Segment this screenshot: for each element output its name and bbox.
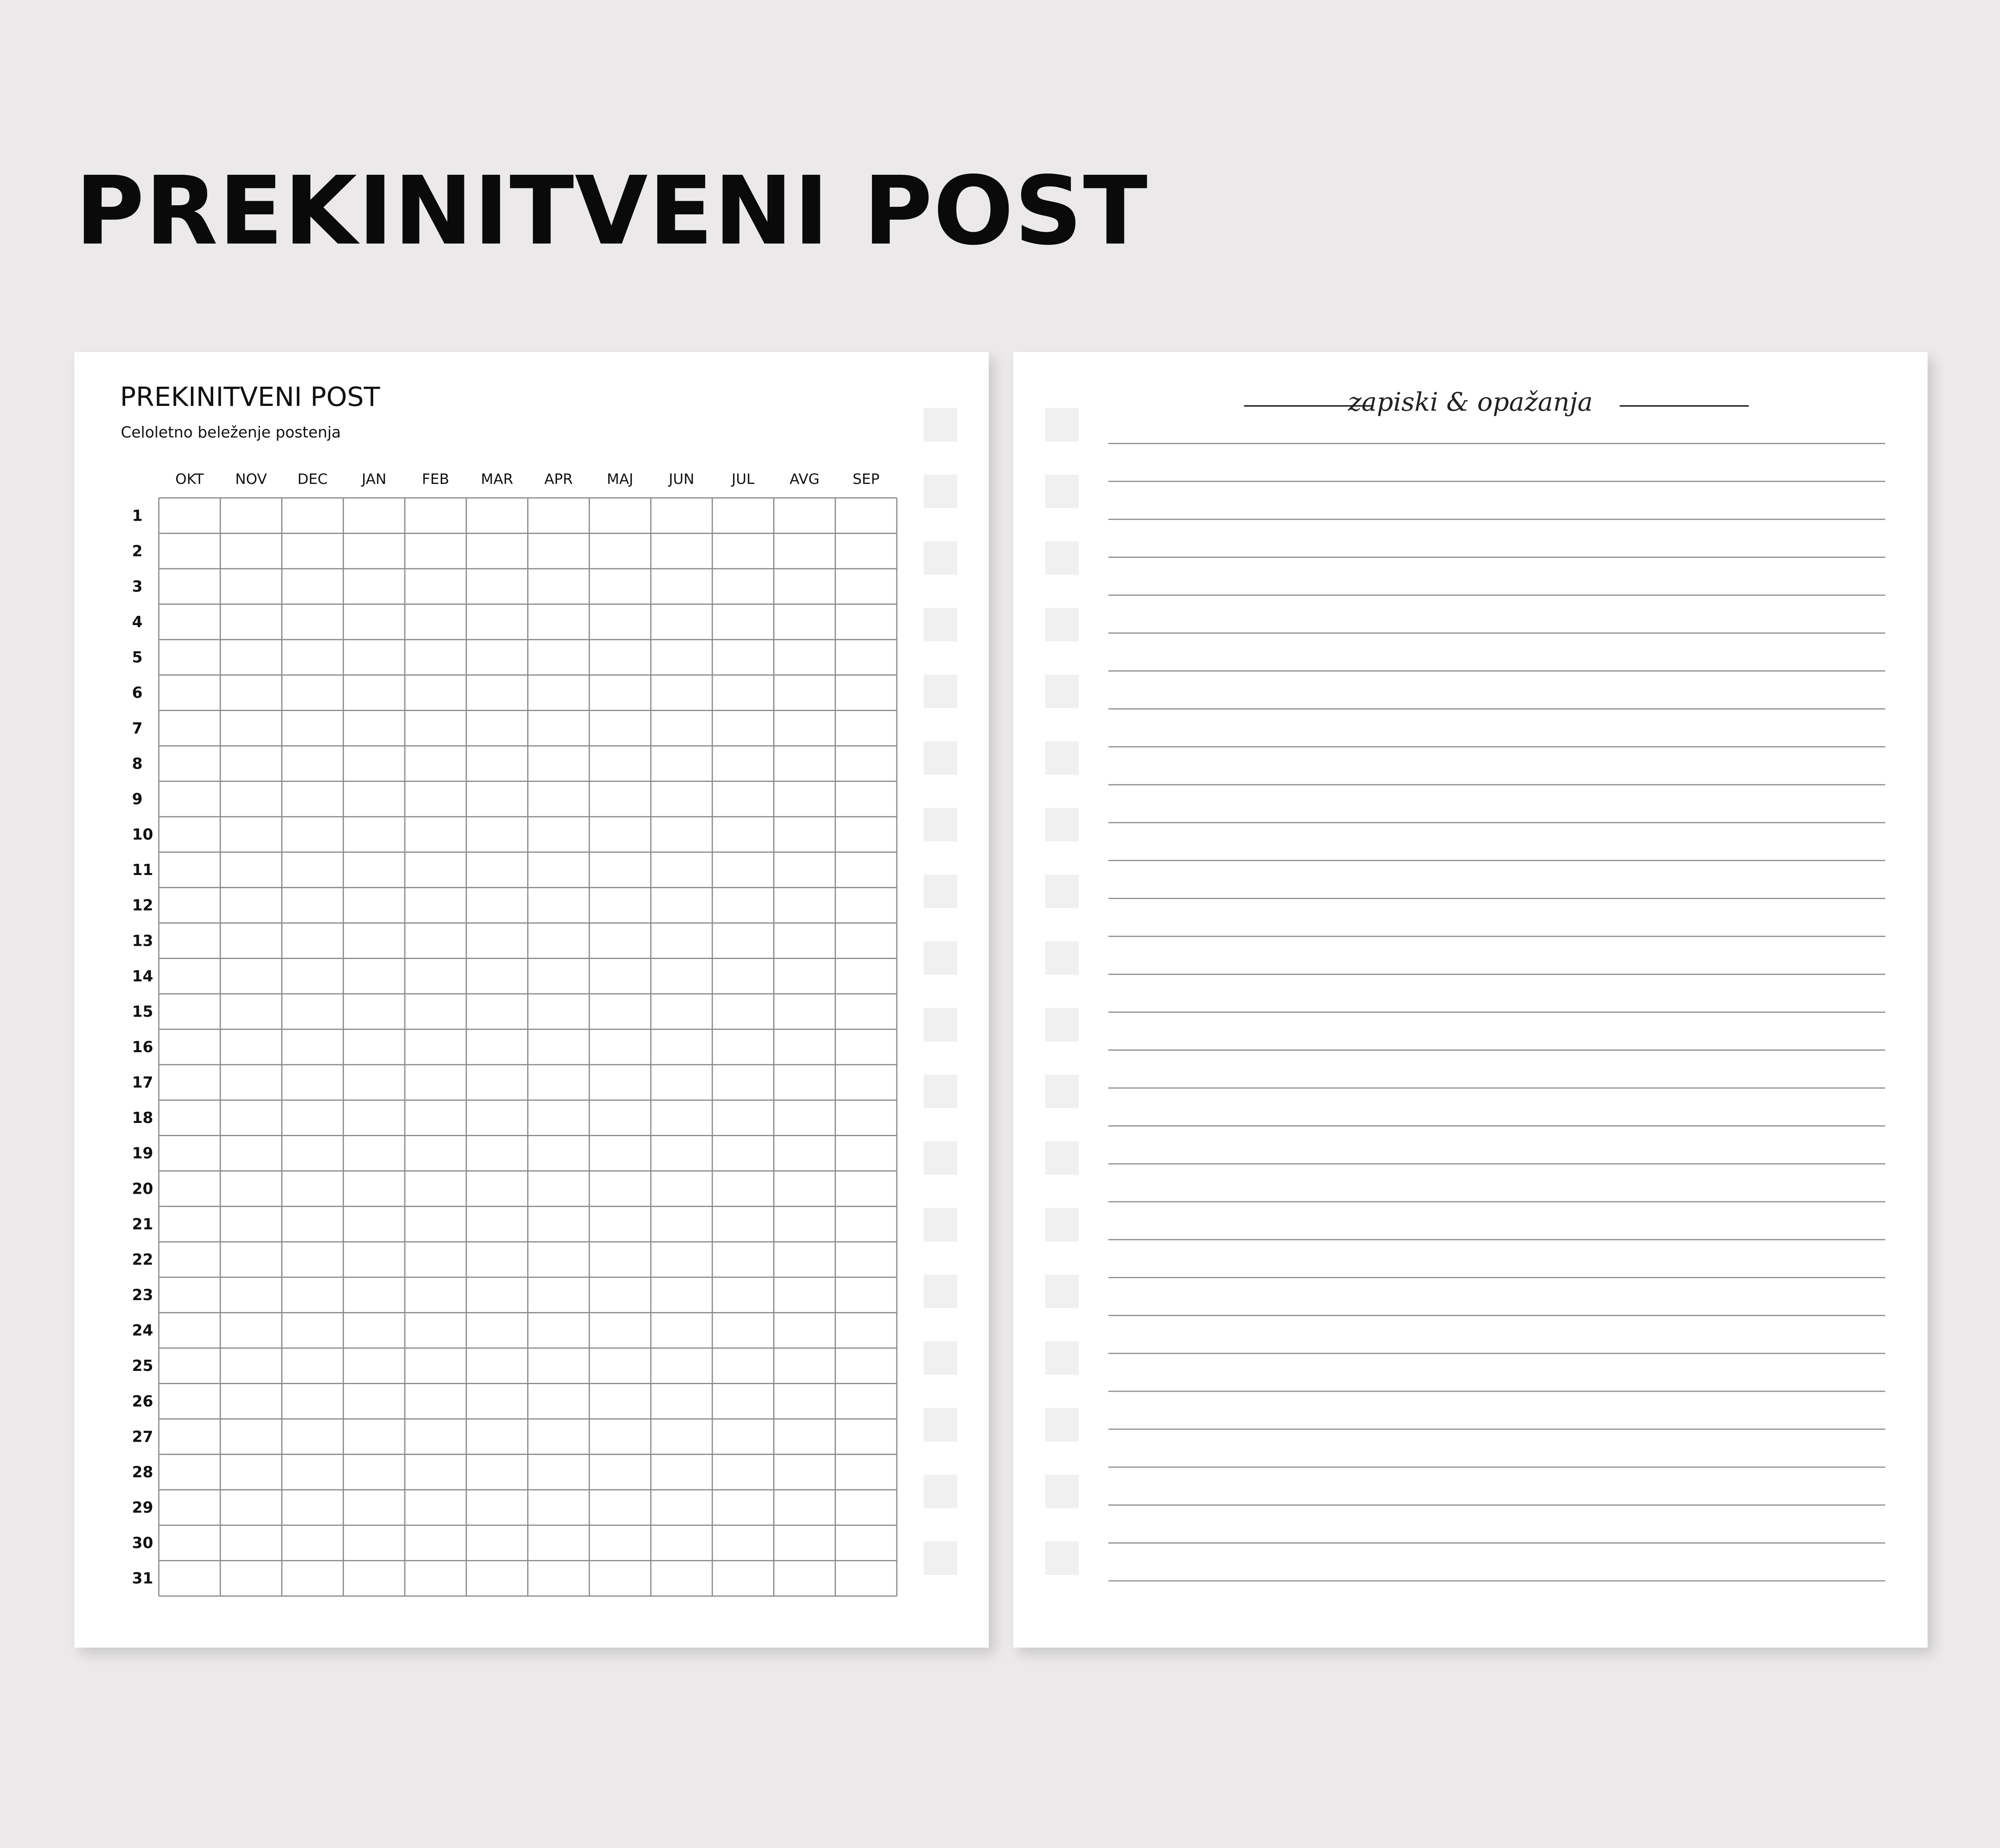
notes-lines[interactable]	[1013, 352, 1928, 1648]
side-tab[interactable]	[1045, 1075, 1079, 1108]
month-label: MAR	[481, 471, 513, 487]
side-tab[interactable]	[924, 541, 957, 575]
day-label: 25	[132, 1357, 153, 1375]
day-label: 28	[132, 1463, 153, 1481]
day-label: 24	[132, 1321, 153, 1339]
day-label: 13	[132, 932, 153, 950]
side-tab[interactable]	[1045, 1408, 1079, 1442]
month-label: MAJ	[606, 471, 634, 487]
day-label: 23	[132, 1286, 153, 1304]
side-tab[interactable]	[924, 1208, 957, 1241]
side-tab[interactable]	[924, 675, 957, 708]
day-label: 27	[132, 1428, 153, 1446]
side-tab[interactable]	[924, 1408, 957, 1442]
side-tab[interactable]	[1045, 475, 1079, 508]
tracker-page	[74, 352, 989, 1648]
side-tab[interactable]	[924, 475, 957, 508]
side-tab[interactable]	[924, 1341, 957, 1375]
tracker-subtitle: Celoletno beleženje postenja	[121, 424, 341, 441]
side-tab[interactable]	[924, 875, 957, 908]
notes-heading-text: zapiski & opažanja	[1348, 388, 1593, 417]
day-label: 30	[132, 1534, 153, 1552]
side-tab[interactable]	[924, 808, 957, 841]
month-label: NOV	[235, 471, 267, 487]
side-tab[interactable]	[924, 1075, 957, 1108]
side-tab[interactable]	[924, 1141, 957, 1175]
day-label: 26	[132, 1392, 153, 1410]
day-label: 4	[132, 613, 143, 631]
month-label: APR	[544, 471, 573, 487]
side-tab[interactable]	[1045, 1341, 1079, 1375]
side-tab[interactable]	[1045, 541, 1079, 575]
month-label: SEP	[852, 471, 880, 487]
side-tab[interactable]	[1045, 741, 1079, 775]
side-tab[interactable]	[924, 1541, 957, 1575]
month-label: FEB	[422, 471, 449, 487]
day-label: 17	[132, 1073, 153, 1091]
side-tab[interactable]	[1045, 1141, 1079, 1175]
day-label: 16	[132, 1038, 153, 1056]
day-label: 8	[132, 755, 143, 773]
day-label: 10	[132, 825, 153, 843]
day-label: 20	[132, 1180, 153, 1198]
day-label: 7	[132, 719, 143, 737]
side-tab[interactable]	[1045, 1541, 1079, 1575]
notes-page	[1013, 352, 1928, 1648]
day-label: 22	[132, 1251, 153, 1269]
day-label: 6	[132, 684, 143, 702]
day-label: 5	[132, 648, 143, 666]
day-label: 9	[132, 790, 143, 808]
day-label: 12	[132, 896, 153, 914]
day-label: 2	[132, 542, 143, 560]
tracker-title: PREKINITVENI POST	[120, 382, 380, 412]
month-label: AVG	[789, 471, 820, 487]
side-tab[interactable]	[924, 941, 957, 975]
side-tab[interactable]	[1045, 941, 1079, 975]
day-label: 14	[132, 967, 153, 985]
day-label: 18	[132, 1109, 153, 1127]
side-tab[interactable]	[924, 1275, 957, 1308]
side-tab[interactable]	[924, 741, 957, 775]
month-label: JUN	[668, 471, 694, 487]
page-title: PREKINITVENI POST	[75, 156, 1148, 266]
side-tab[interactable]	[1045, 1008, 1079, 1041]
day-label: 11	[132, 861, 153, 879]
tracker-grid[interactable]	[74, 352, 989, 1648]
side-tab[interactable]	[1045, 808, 1079, 841]
side-tab[interactable]	[1045, 608, 1079, 641]
day-label: 19	[132, 1144, 153, 1162]
side-tab[interactable]	[924, 1474, 957, 1508]
day-label: 1	[132, 507, 143, 525]
side-tab[interactable]	[924, 408, 957, 442]
day-label: 15	[132, 1003, 153, 1021]
day-label: 29	[132, 1498, 153, 1516]
day-label: 31	[132, 1569, 153, 1587]
side-tab[interactable]	[1045, 1474, 1079, 1508]
side-tab[interactable]	[924, 608, 957, 641]
month-label: DEC	[297, 471, 328, 487]
side-tab[interactable]	[1045, 1275, 1079, 1308]
day-label: 21	[132, 1215, 153, 1233]
day-label: 3	[132, 577, 143, 595]
side-tab[interactable]	[1045, 875, 1079, 908]
side-tab[interactable]	[924, 1008, 957, 1041]
notes-heading	[1013, 390, 1928, 415]
month-label: JUL	[732, 471, 755, 487]
month-label: JAN	[362, 471, 386, 487]
side-tab[interactable]	[1045, 675, 1079, 708]
month-label: OKT	[175, 471, 204, 487]
side-tab[interactable]	[1045, 1208, 1079, 1241]
